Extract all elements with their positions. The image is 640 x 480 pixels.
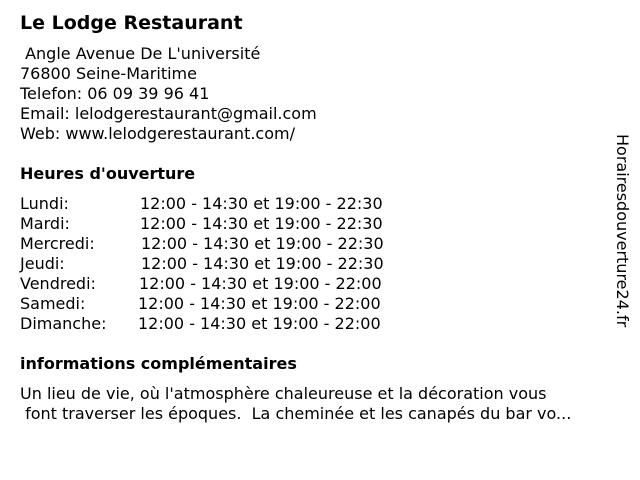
hours-day: Dimanche: xyxy=(20,314,107,333)
hours-day: Jeudi: xyxy=(20,254,65,273)
restaurant-name: Le Lodge Restaurant xyxy=(20,12,243,34)
address-city: 76800 Seine-Maritime xyxy=(20,64,197,83)
hours-time: 12:00 - 14:30 et 19:00 - 22:00 xyxy=(139,274,382,293)
info-text-line: font traverser les époques. La cheminée et les canapés du bar vo... xyxy=(20,404,572,423)
hours-day: Mardi: xyxy=(20,214,70,233)
hours-day: Lundi: xyxy=(20,194,69,213)
address-street: Angle Avenue De L'université xyxy=(20,44,261,63)
hours-time: 12:00 - 14:30 et 19:00 - 22:30 xyxy=(140,214,383,233)
hours-heading: Heures d'ouverture xyxy=(20,164,196,183)
hours-time: 12:00 - 14:30 et 19:00 - 22:00 xyxy=(138,314,381,333)
hours-day: Mercredi: xyxy=(20,234,95,253)
hours-time: 12:00 - 14:30 et 19:00 - 22:30 xyxy=(140,194,383,213)
web-line: Web: www.lelodgerestaurant.com/ xyxy=(20,124,295,143)
phone-line: Telefon: 06 09 39 96 41 xyxy=(20,84,210,103)
hours-time: 12:00 - 14:30 et 19:00 - 22:30 xyxy=(141,234,384,253)
info-heading: informations complémentaires xyxy=(20,354,297,373)
email-line: Email: lelodgerestaurant@gmail.com xyxy=(20,104,317,123)
source-watermark: Horairesdouverture24.fr xyxy=(613,134,632,328)
hours-time: 12:00 - 14:30 et 19:00 - 22:30 xyxy=(141,254,384,273)
hours-day: Vendredi: xyxy=(20,274,96,293)
hours-day: Samedi: xyxy=(20,294,86,313)
info-text-line: Un lieu de vie, où l'atmosphère chaleureuse et la décoration vous xyxy=(20,384,547,403)
hours-time: 12:00 - 14:30 et 19:00 - 22:00 xyxy=(138,294,381,313)
